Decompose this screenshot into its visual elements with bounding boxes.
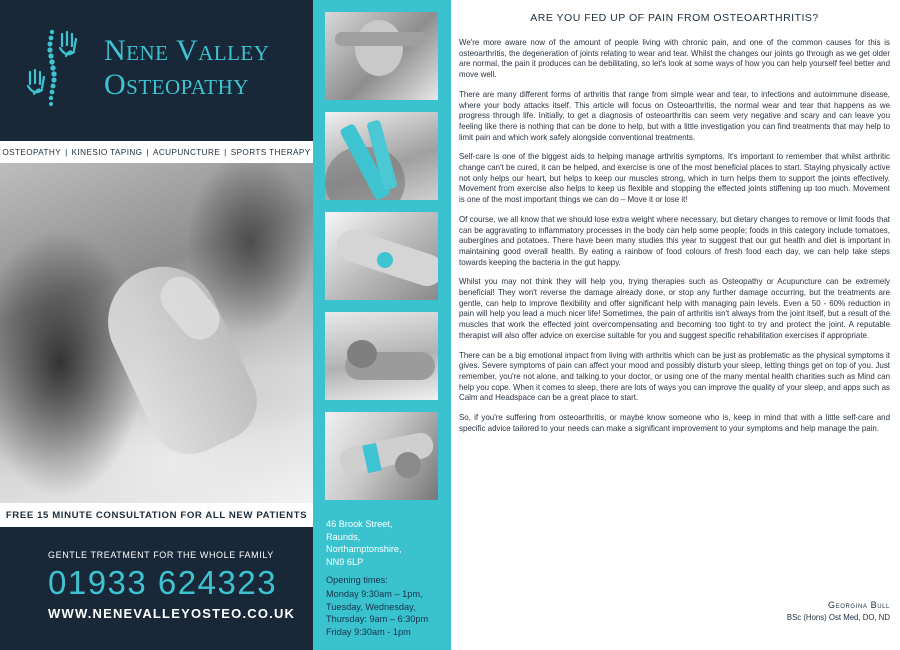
article-paragraph: There are many different forms of arthritis that range from simple wear and tear, to infections and autoimmune disease, where your body attacks itself. This article will focus on Osteoarthritis, the normal wear and tear that happens as we progress through life. Initially, to get a diagnosis of osteoarthritis can seem very negative and scary and can leave you feeling like there is nothing that can be done to help, but with a little investigation you can find treatments that may help to limit pain and which work safely alongside conventional treatments. xyxy=(459,89,890,142)
separator: | xyxy=(146,147,149,157)
photo-kinesio-tape-shoulder xyxy=(325,112,438,200)
opening-times-row: Thursday: 9am – 6:30pm xyxy=(326,614,429,625)
photo-hands-shape xyxy=(335,32,427,46)
service-kinesio-taping: KINESIO TAPING xyxy=(71,147,143,157)
article-paragraph: There can be a big emotional impact from living with arthritis which can be just as problematic as the physical symptoms it gives. Severe symptoms of pain can affect your mood and possibly disturb your sleep, letting things get on top of you. Just remember, you're not alone, and talking to your doctor, or using one of the many mental health charities such as Mind can help you cope. When it comes to sleep, there are lots of ways you can improve the quality of your sleep, and apps such as Calm and Headspace can be a great place to start. xyxy=(459,350,890,403)
phone-number[interactable]: 01933 624323 xyxy=(48,564,278,601)
address-line: Raunds, xyxy=(326,531,361,542)
address-block xyxy=(326,518,402,568)
separator: | xyxy=(65,147,68,157)
article-paragraph: So, if you're suffering from osteoarthritis, or maybe know someone who is, keep in mind that with a little self-care and specific advice tailored to your needs can make a significant improvement to your symptoms and help manage the pain. xyxy=(459,413,890,433)
photo-head-shape xyxy=(347,340,377,368)
opening-times xyxy=(326,574,428,638)
left-panel xyxy=(0,0,313,650)
hands-and-spine-icon xyxy=(22,28,80,108)
opening-times-row: Tuesday, Wednesday, xyxy=(326,601,416,612)
author-signature xyxy=(787,600,890,622)
hero-photo-neck-treatment xyxy=(0,163,313,503)
author-credentials: BSc (Hons) Ost Med, DO, ND xyxy=(786,613,890,622)
article-paragraph: We're more aware now of the amount of people living with chronic pain, and one of the common causes for this is osteoarthritis, the degeneration of joints relating to wear and tear. Whilst the changes our joints go through as we get older are normal, the pain it produces can be debilitating, so let's look at some ways of how you can help yourself feel better and move well. xyxy=(459,38,890,80)
author-name: Georgina Bull xyxy=(828,600,890,610)
article-paragraph: Of course, we all know that we should lose extra weight where necessary, but dietary changes to remove or limit foods that can be aggravating to inflammatory processes in the body can help some people; foods in this category include tomatoes, aubergines and potatoes. There have been many studies this year to suggest that our gut health and diet is important in maintaining good overall health. By eating a rainbow of food colours of fresh food each day, we can help take steps towards keeping the bacteria in the gut happy. xyxy=(459,214,890,267)
brand-line-2: Osteopathy xyxy=(104,68,249,101)
article-paragraph: Self-care is one of the biggest aids to helping manage arthritis symptoms. It's important to remember that whilst arthritic change can't be cured, it can be helped, and exercise is one of the most beneficial places to start. Staying physically active not only helps our heart, but helps to keep our muscles strong, which in turn helps them to support the joints effectively. Movement from exercise also helps to keep us flexible and stopping the effected joints stiffening up too much. Movement is one of the most important things we can do – Move it or lose it! xyxy=(459,152,890,205)
photo-needle-shape xyxy=(377,252,393,268)
article xyxy=(459,12,890,444)
photo-hand-shape xyxy=(395,452,421,478)
photo-face-shape xyxy=(355,20,403,76)
brand-name xyxy=(104,34,269,102)
service-osteopathy: OSTEOPATHY xyxy=(2,147,62,157)
free-consultation-text: FREE 15 MINUTE CONSULTATION FOR ALL NEW PATIENTS xyxy=(5,509,308,521)
website-link[interactable]: WWW.NENEVALLEYOSTEO.CO.UK xyxy=(48,606,296,621)
free-consultation-banner xyxy=(0,503,313,527)
article-title: ARE YOU FED UP OF PAIN FROM OSTEOARTHRITIS? xyxy=(530,12,819,24)
article-paragraph: Whilst you may not think they will help you, trying therapies such as Osteopathy or Acupuncture can be extremely beneficial! They won't reverse the damage already done, or stop any further damage occurring, but the treatments are gentle, can help to improve flexibility and offer significant help with managing pain levels. Even a 50 - 60% reduction in pain will help you lead a much nicer life! Sometimes, the pain of arthritis isn't always from the joint itself, but a result of the muscles that work the effected joint overcompensating and becoming too tight to try and protect the joint. A reputable therapist will also offer advice on exercise suitable for you and suggest specific rehabilitation exercises if appropriate. xyxy=(459,277,890,340)
photo-patient-lying xyxy=(325,312,438,400)
tagline: GENTLE TREATMENT FOR THE WHOLE FAMILY xyxy=(48,550,274,560)
opening-times-label: Opening times: xyxy=(326,575,388,585)
opening-times-row: Monday 9:30am – 1pm, xyxy=(326,589,423,600)
address-line: Northamptonshire, xyxy=(326,544,402,554)
photo-leg-shape xyxy=(337,430,435,475)
address-line: 46 Brook Street, xyxy=(326,519,393,529)
separator: | xyxy=(224,147,227,157)
photo-knee-taping xyxy=(325,412,438,500)
brand-line-1: Nene Valley xyxy=(104,34,270,67)
opening-times-row: Friday 9:30am - 1pm xyxy=(326,626,411,637)
photo-head-massage xyxy=(325,12,438,100)
service-sports-therapy: SPORTS THERAPY xyxy=(230,147,311,157)
service-acupuncture: ACUPUNCTURE xyxy=(152,147,221,157)
services-bar xyxy=(0,141,313,163)
address-line: NN9 6LP xyxy=(326,556,364,567)
photo-acupuncture-arm xyxy=(325,212,438,300)
